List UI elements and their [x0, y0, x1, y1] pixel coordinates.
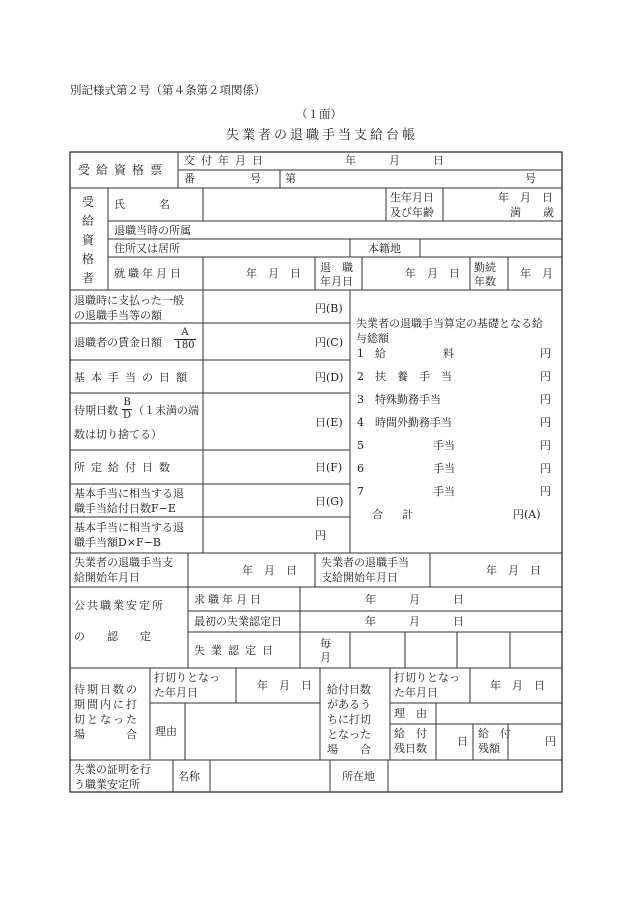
b-value: 円(B) [315, 302, 343, 315]
b-label-1: 退職時に支払った一般 [74, 294, 184, 307]
cutoff-r-date-label-2: た年月日 [394, 686, 438, 699]
g-value: 日(G) [315, 495, 344, 508]
c-value: 円(C) [315, 336, 343, 349]
h-label-2: 職手当額D×F−B [74, 536, 161, 549]
years-label-1: 勤続 [474, 261, 496, 274]
apply-date-value: 年 月 日 [365, 593, 464, 606]
name-label: 氏 名 [114, 198, 174, 211]
cutoff-left-label-3: 切となった [74, 713, 139, 726]
employment-date-label: 就職年月日 [114, 267, 184, 280]
start-label-2: 給開始年月日 [74, 571, 140, 584]
ticket-label: 受給資格票 [78, 163, 169, 177]
address-label: 住所又は居所 [114, 242, 180, 255]
b-label-2: の退職手当等の額 [74, 309, 162, 322]
certifier-label-2: う職業安定所 [74, 778, 140, 791]
remain-days-label-1: 給 付 [394, 727, 427, 740]
basis-total-label: 合 計 [372, 508, 417, 521]
number-suffix: 号 [525, 172, 536, 185]
retire-label-1: 退 職 [320, 261, 353, 274]
start2-label-2: 支給開始年月日 [321, 571, 398, 584]
cutoff-r-reason-label: 理 由 [394, 707, 427, 720]
basis-title-2: 与総額 [356, 332, 389, 345]
certifier-location-label: 所在地 [342, 770, 375, 783]
cutoff-mid-label-5: 場 合 [327, 743, 371, 756]
cutoff-reason-label: 理由 [155, 725, 177, 738]
basis-total-unit: 円(A) [513, 508, 541, 521]
cutoff-left-label-2: 期間内に打 [74, 698, 139, 711]
d-label: 基本手当の日額 [74, 371, 193, 384]
remain-amount-unit: 円 [545, 735, 556, 748]
start-value: 年 月 日 [242, 564, 297, 577]
start2-value: 年 月 日 [486, 564, 541, 577]
retire-date-value: 年 月 日 [405, 267, 460, 280]
issue-date-value: 年 月 日 [345, 154, 444, 167]
c-label: 退職者の賃金日額 [74, 336, 162, 349]
remain-days-unit: 日 [457, 735, 468, 748]
cutoff-r-date-value: 年 月 日 [490, 679, 545, 692]
certifier-name-label: 名称 [178, 770, 200, 783]
remain-amount-label-2: 残額 [478, 742, 500, 755]
h-value: 円 [315, 529, 326, 542]
f-value: 日(F) [315, 461, 343, 474]
cutoff-left-label-1: 待期日数の [74, 683, 139, 696]
basis-title-1: 失業者の退職手当算定の基礎となる給 [356, 317, 543, 330]
c-fraction: A 180 [175, 327, 195, 351]
office-label-2: の 認 定 [74, 630, 151, 643]
start-label-1: 失業者の退職手当支 [74, 556, 173, 569]
retire-label-2: 年月日 [320, 275, 353, 288]
birth-label-2: 及び年齢 [390, 206, 434, 219]
e-label-3: 数は切り捨てる） [74, 428, 162, 441]
cert-every-2: 月 [320, 651, 331, 664]
employer-label: 退職当時の所属 [114, 224, 191, 237]
certifier-label-1: 失業の証明を行 [74, 763, 151, 776]
g-label-2: 職手当給付日数F−E [74, 502, 176, 515]
e-fraction: B D [122, 397, 132, 421]
cert-every-1: 毎 [320, 637, 331, 650]
f-label: 所定給付日数 [74, 461, 176, 474]
cutoff-left-label-4: 場 合 [74, 728, 139, 741]
cutoff-date-label-1: 打切りとなっ [154, 671, 220, 684]
page-number: （１面） [296, 107, 342, 121]
cutoff-date-label-2: た年月日 [154, 686, 198, 699]
remain-days-label-2: 残日数 [394, 742, 427, 755]
cutoff-r-date-label-1: 打切りとなっ [394, 671, 460, 684]
e-label-2: （１未満の端 [133, 404, 199, 417]
g-label-1: 基本手当に相当する退 [74, 487, 184, 500]
employment-date-value: 年 月 日 [246, 267, 301, 280]
e-value: 日(E) [315, 416, 343, 429]
cert-day-label: 失業認定日 [194, 644, 279, 657]
cutoff-date-value: 年 月 日 [257, 679, 312, 692]
years-label-2: 年数 [474, 275, 496, 288]
birth-label-1: 生年月日 [390, 191, 434, 204]
remain-amount-label-1: 給 付 [478, 727, 511, 740]
cutoff-mid-label-1: 給付日数 [327, 683, 371, 696]
apply-date-label: 求職年月日 [194, 593, 264, 606]
issue-date-label: 交付年月日 [184, 154, 269, 167]
start2-label-1: 失業者の退職手当 [321, 556, 409, 569]
years-value: 年 月 [520, 267, 553, 280]
birth-value: 年 月 日 [498, 191, 553, 204]
number-label: 番 号 [184, 172, 261, 185]
office-label-1: 公共職業安定所 [74, 599, 165, 612]
first-cert-value: 年 月 日 [365, 615, 464, 628]
first-cert-label: 最初の失業認定日 [194, 615, 282, 628]
cutoff-mid-label-4: となった [327, 728, 371, 741]
cutoff-mid-label-2: があるう [327, 698, 371, 711]
page-title: 失業者の退職手当支給台帳 [226, 128, 419, 143]
cutoff-mid-label-3: ちに打切 [327, 713, 371, 726]
e-label-1: 待期日数 [74, 404, 118, 417]
form-reference: 別記様式第２号（第４条第２項関係） [70, 83, 266, 97]
age-value: 満 歳 [510, 206, 554, 219]
d-value: 円(D) [315, 371, 344, 384]
h-label-1: 基本手当に相当する退 [74, 521, 184, 534]
domicile-label: 本籍地 [368, 242, 401, 255]
number-prefix: 第 [285, 172, 296, 185]
